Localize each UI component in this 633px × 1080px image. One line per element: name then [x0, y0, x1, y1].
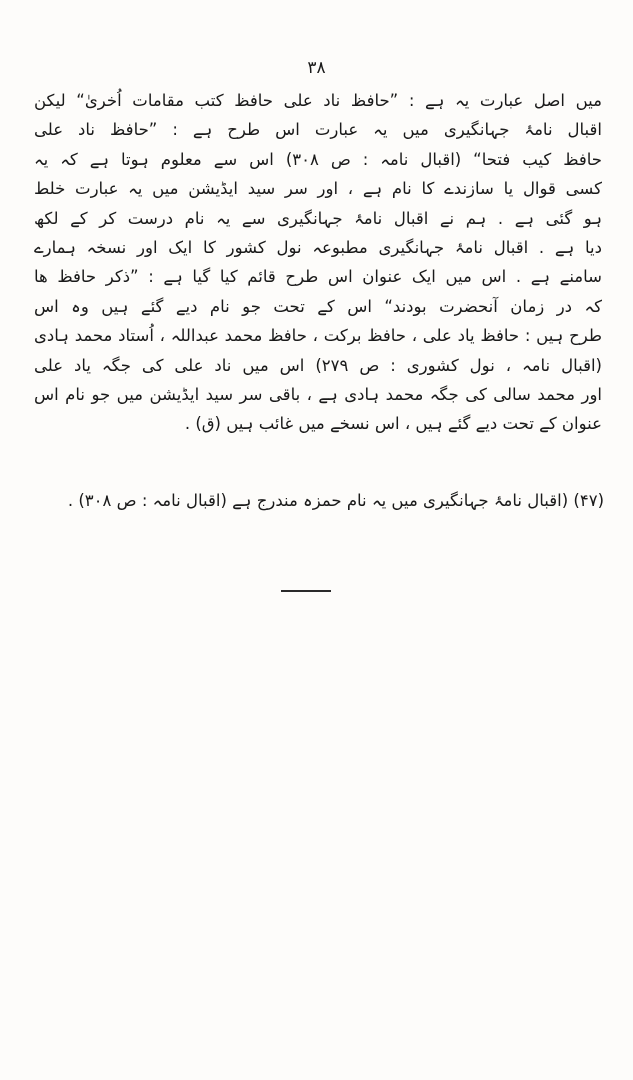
text-line: میں اصل عبارت یہ ہے : ”حافظ ناد علی حافظ کتب مقامات اُخریٰ“ لیکن: [34, 91, 602, 110]
text-line: دیا ہے . اقبال نامۂ جہانگیری مطبوعہ نول کشور کا ایک اور نسخہ ہمارے: [34, 237, 602, 257]
text-line: حافظ کیب فتحا“ (اقبال نامہ : ص ۳۰۸) اس سے معلوم ہوتا ہے کہ یہ: [34, 149, 602, 169]
text-line: سامنے ہے . اس میں ایک عنوان اس طرح قائم کیا گیا ہے : ”ذکر حافظ ها: [34, 267, 602, 287]
text-line: عنوان کے تحت دیے گئے ہیں ، اس نسخے میں غائب ہیں (ق) .: [184, 414, 602, 434]
page-number: ۳۸: [307, 58, 326, 78]
footnote: (۴۷) (اقبال نامۂ جہانگیری میں یہ نام حمزہ مندرج ہے (اقبال نامہ : ص ۳۰۸) .: [67, 491, 604, 510]
text-line: اور محمد سالی کی جگہ محمد ہادی ہے ، باقی سر سید ایڈیشن میں جو نام اس: [34, 384, 602, 404]
section-divider: [281, 590, 331, 592]
body-text: [34, 86, 602, 439]
text-line: اقبال نامۂ جہانگیری میں یہ عبارت اس طرح ہے : ”حافظ ناد علی: [34, 120, 602, 140]
text-line: کسی قوال یا سازندے کا نام ہے ، اور سر سید ایڈیشن میں یہ عبارت خلط: [34, 179, 602, 199]
text-line: ہو گئی ہے . ہم نے اقبال نامۂ جہانگیری سے یہ نام درست کر کے لکھ: [34, 208, 602, 228]
text-line: طرح ہیں : حافظ یاد علی ، حافظ برکت ، حافظ محمد عبداللہ ، اُستاد محمد ہادی: [34, 326, 602, 346]
text-line: (اقبال نامہ ، نول کشوری : ص ۲۷۹) اس میں ناد علی کی جگہ یاد علی: [34, 355, 602, 375]
text-line: کہ در زمان آنحضرت بودند“ اس کے تحت جو نام دیے گئے ہیں وہ اس: [34, 296, 602, 316]
